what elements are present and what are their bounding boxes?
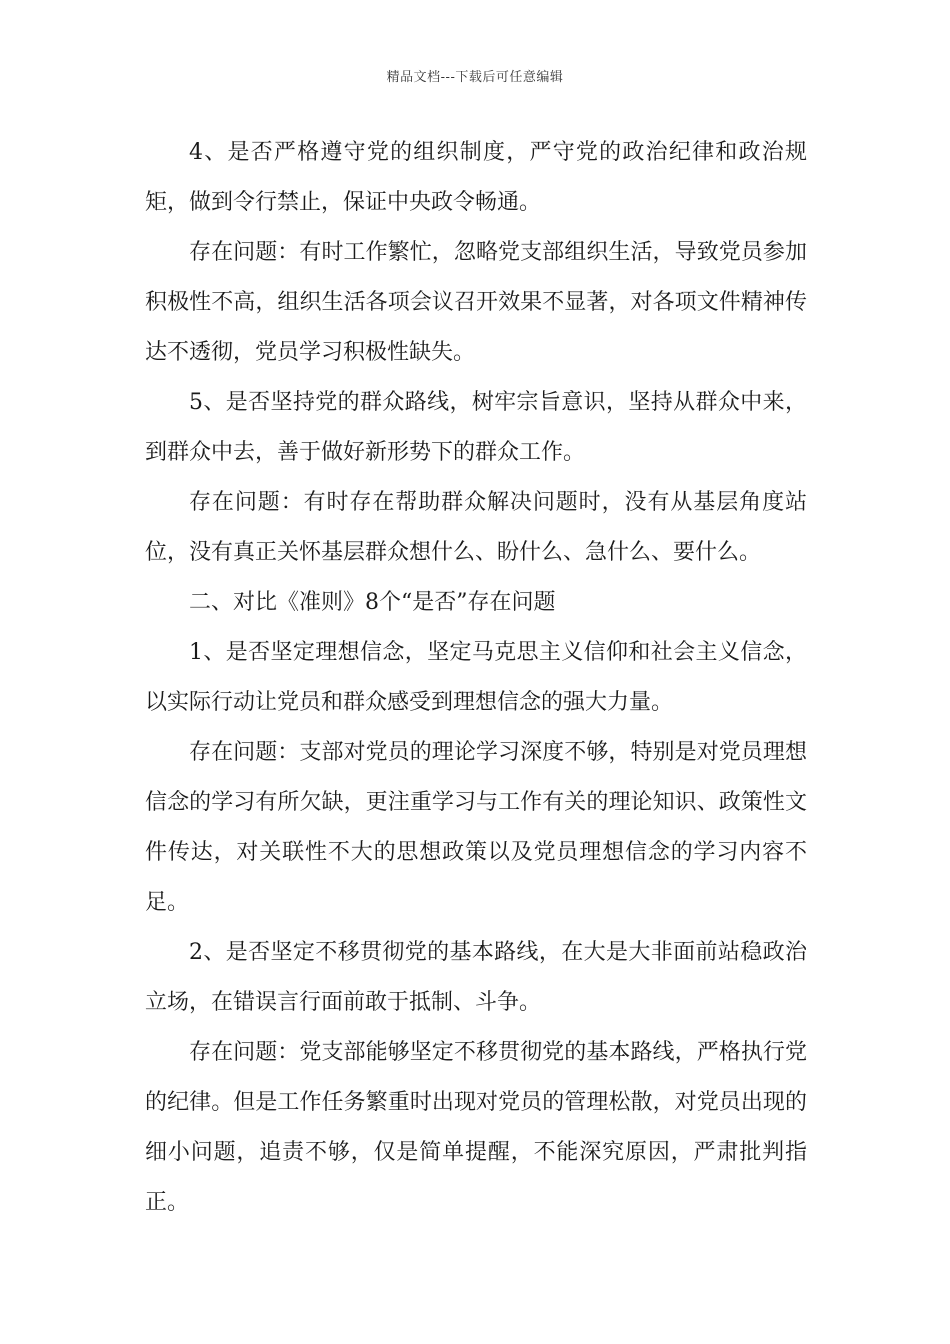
paragraph-issue-2: 存在问题：党支部能够坚定不移贯彻党的基本路线，严格执行党的纪律。但是工作任务繁重时出现对党员的管理松散，对党员出现的细小问题，追责不够，仅是简单提醒，不能深究原因，严肃批判指正。 [145, 1040, 807, 1215]
paragraph-item-4: 4、是否严格遵守党的组织制度，严守党的政治纪律和政治规矩，做到令行禁止，保证中央政令畅通。 [145, 140, 807, 215]
paragraph-item-1: 1、是否坚定理想信念，坚定马克思主义信仰和社会主义信念，以实际行动让党员和群众感受到理想信念的强大力量。 [145, 640, 807, 715]
paragraph-issue-1: 存在问题：支部对党员的理论学习深度不够，特别是对党员理想信念的学习有所欠缺，更注重学习与工作有关的理论知识、政策性文件传达，对关联性不大的思想政策以及党员理想信念的学习内容不足。 [145, 740, 807, 915]
paragraph-item-5: 5、是否坚持党的群众路线，树牢宗旨意识，坚持从群众中来，到群众中去，善于做好新形势下的群众工作。 [145, 390, 807, 465]
page-header: 精品文档---下载后可任意编辑 [386, 70, 564, 85]
section-heading-2: 二、对比《准则》8个“是否”存在问题 [189, 590, 556, 615]
paragraph-item-2: 2、是否坚定不移贯彻党的基本路线，在大是大非面前站稳政治立场，在错误言行面前敢于抵制、斗争。 [145, 940, 807, 1015]
document-body [145, 128, 807, 1228]
paragraph-issue-4: 存在问题：有时工作繁忙，忽略党支部组织生活，导致党员参加积极性不高，组织生活各项会议召开效果不显著，对各项文件精神传达不透彻，党员学习积极性缺失。 [145, 240, 807, 365]
paragraph-issue-5: 存在问题：有时存在帮助群众解决问题时，没有从基层角度站位，没有真正关怀基层群众想什么、盼什么、急什么、要什么。 [145, 490, 807, 565]
